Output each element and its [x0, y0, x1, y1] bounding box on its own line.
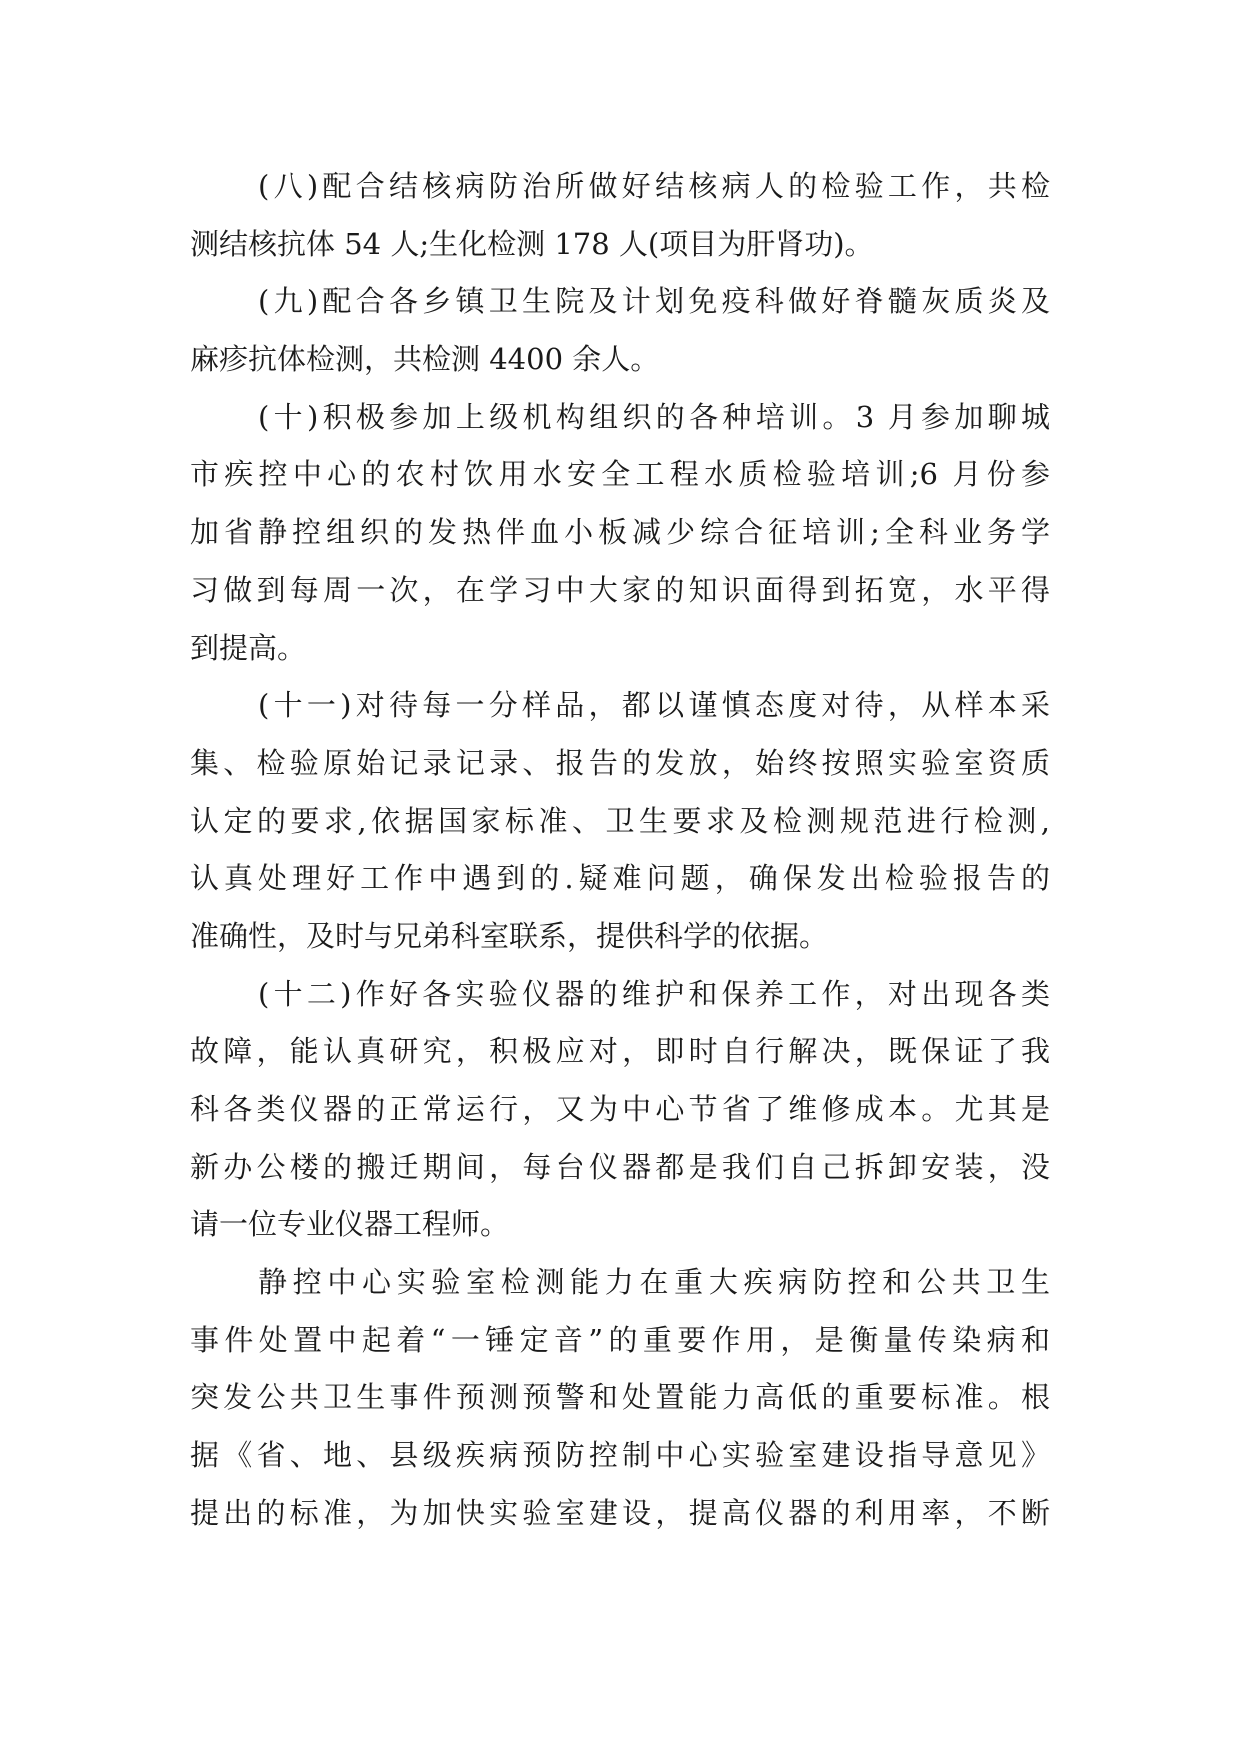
- paragraph-11-line-4: 认真处理好工作中遇到的.疑难问题，确保发出检验报告的: [190, 861, 1050, 896]
- paragraph-12-line-4: 新办公楼的搬迁期间，每台仪器都是我们自己拆卸安装，没: [190, 1149, 1050, 1184]
- paragraph-13-line-3: 突发公共卫生事件预测预警和处置能力高低的重要标准。根: [190, 1380, 1050, 1415]
- paragraph-11-line-3: 认定的要求,依据国家标准、卫生要求及检测规范进行检测,: [190, 803, 1050, 838]
- paragraph-13-line-1: 静控中心实验室检测能力在重大疾病防控和公共卫生: [258, 1265, 1050, 1300]
- paragraph-10-line-3: 加省静控组织的发热伴血小板减少综合征培训;全科业务学: [190, 515, 1050, 550]
- paragraph-11-line-2: 集、检验原始记录记录、报告的发放，始终按照实验室资质: [190, 745, 1050, 780]
- paragraph-12-line-1: (十二)作好各实验仪器的维护和保养工作，对出现各类: [258, 976, 1050, 1011]
- paragraph-12-line-2: 故障，能认真研究，积极应对，即时自行解决，既保证了我: [190, 1034, 1050, 1069]
- paragraph-12-line-3: 科各类仪器的正常运行，又为中心节省了维修成本。尤其是: [190, 1092, 1050, 1126]
- paragraph-13-line-2: 事件处置中起着“一锤定音”的重要作用，是衡量传染病和: [190, 1322, 1050, 1357]
- paragraph-9-line-2: 麻疹抗体检测，共检测 4400 余人。: [190, 342, 660, 377]
- paragraph-8-line-1: (八)配合结核病防治所做好结核病人的检验工作，共检: [258, 169, 1050, 203]
- paragraph-10-line-5: 到提高。: [190, 630, 307, 665]
- paragraph-13-line-5: 提出的标准，为加快实验室建设，提高仪器的利用率，不断: [190, 1495, 1050, 1530]
- paragraph-10-line-1: (十)积极参加上级机构组织的各种培训。3 月参加聊城: [258, 399, 1050, 434]
- document-body: [190, 158, 1050, 1543]
- paragraph-13-line-4: 据《省、地、县级疾病预防控制中心实验室建设指导意见》: [190, 1438, 1050, 1473]
- paragraph-11-line-5: 准确性，及时与兄弟科室联系，提供科学的依据。: [190, 918, 829, 953]
- paragraph-10-line-2: 市疾控中心的农村饮用水安全工程水质检验培训;6 月份参: [190, 457, 1050, 492]
- paragraph-11-line-1: (十一)对待每一分样品，都以谨慎态度对待，从样本采: [258, 688, 1050, 723]
- paragraph-10-line-4: 习做到每周一次，在学习中大家的知识面得到拓宽，水平得: [190, 572, 1050, 607]
- paragraph-8-line-2: 测结核抗体 54 人;生化检测 178 人(项目为肝肾功)。: [190, 226, 874, 261]
- paragraph-12-line-5: 请一位专业仪器工程师。: [190, 1207, 510, 1242]
- paragraph-9-line-1: (九)配合各乡镇卫生院及计划免疫科做好脊髓灰质炎及: [258, 284, 1050, 319]
